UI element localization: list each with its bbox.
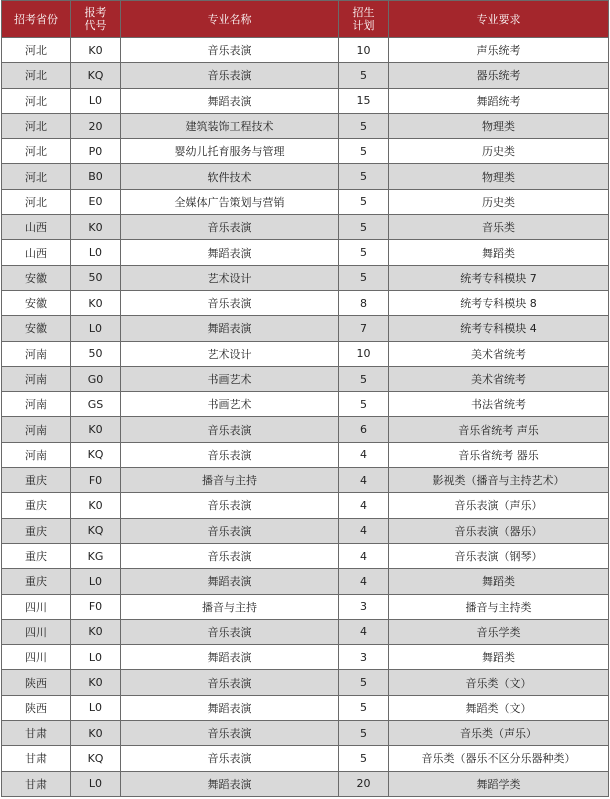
- cell-code: P0: [71, 139, 121, 164]
- cell-major-name: 书画艺术: [121, 366, 339, 391]
- cell-major-name: 音乐表演: [121, 417, 339, 442]
- cell-province: 河北: [2, 139, 71, 164]
- cell-plan: 5: [339, 164, 389, 189]
- table-row: [2, 113, 609, 138]
- cell-requirement: 统考专科模块 4: [389, 316, 609, 341]
- cell-major-name: 书画艺术: [121, 392, 339, 417]
- cell-plan: 7: [339, 316, 389, 341]
- cell-code: L0: [71, 240, 121, 265]
- table-row: [2, 392, 609, 417]
- header-major-name-line: 专业名称: [207, 12, 252, 26]
- cell-province: 河南: [2, 442, 71, 467]
- cell-province: 甘肃: [2, 721, 71, 746]
- cell-requirement: 美术省统考: [389, 341, 609, 366]
- cell-plan: 5: [339, 113, 389, 138]
- cell-province: 重庆: [2, 543, 71, 568]
- cell-requirement: 舞蹈类: [389, 645, 609, 670]
- cell-major-name: 音乐表演: [121, 543, 339, 568]
- cell-province: 河北: [2, 88, 71, 113]
- cell-requirement: 音乐省统考 声乐: [389, 417, 609, 442]
- cell-requirement: 音乐类（器乐不区分乐器种类）: [389, 746, 609, 771]
- cell-plan: 4: [339, 493, 389, 518]
- header-province-line: 招考省份: [14, 12, 58, 26]
- cell-province: 河北: [2, 63, 71, 88]
- cell-province: 重庆: [2, 518, 71, 543]
- cell-plan: 3: [339, 594, 389, 619]
- cell-requirement: 音乐类: [389, 215, 609, 240]
- cell-code: KQ: [71, 63, 121, 88]
- cell-major-name: 婴幼儿托育服务与管理: [121, 139, 339, 164]
- cell-requirement: 播音与主持类: [389, 594, 609, 619]
- cell-major-name: 音乐表演: [121, 518, 339, 543]
- cell-major-name: 舞蹈表演: [121, 316, 339, 341]
- cell-province: 四川: [2, 619, 71, 644]
- table-row: [2, 290, 609, 315]
- table-row: [2, 341, 609, 366]
- table-row: [2, 619, 609, 644]
- cell-code: L0: [71, 316, 121, 341]
- cell-code: F0: [71, 468, 121, 493]
- cell-requirement: 历史类: [389, 139, 609, 164]
- cell-major-name: 音乐表演: [121, 442, 339, 467]
- cell-requirement: 音乐表演（器乐）: [389, 518, 609, 543]
- table-row: [2, 645, 609, 670]
- cell-requirement: 音乐表演（钢琴）: [389, 543, 609, 568]
- table-row: [2, 468, 609, 493]
- cell-code: B0: [71, 164, 121, 189]
- table-row: [2, 38, 609, 63]
- cell-requirement: 历史类: [389, 189, 609, 214]
- table-row: [2, 670, 609, 695]
- cell-plan: 20: [339, 771, 389, 796]
- table-row: [2, 316, 609, 341]
- cell-major-name: 全媒体广告策划与营销: [121, 189, 339, 214]
- cell-code: 50: [71, 265, 121, 290]
- cell-province: 河北: [2, 189, 71, 214]
- cell-province: 安徽: [2, 265, 71, 290]
- cell-province: 陕西: [2, 695, 71, 720]
- cell-province: 安徽: [2, 316, 71, 341]
- cell-province: 重庆: [2, 493, 71, 518]
- header-requirement-line: 专业要求: [476, 12, 521, 26]
- cell-major-name: 音乐表演: [121, 290, 339, 315]
- cell-plan: 5: [339, 746, 389, 771]
- cell-requirement: 美术省统考: [389, 366, 609, 391]
- cell-code: 50: [71, 341, 121, 366]
- cell-code: K0: [71, 38, 121, 63]
- cell-major-name: 播音与主持: [121, 594, 339, 619]
- cell-plan: 3: [339, 645, 389, 670]
- cell-requirement: 器乐统考: [389, 63, 609, 88]
- cell-major-name: 播音与主持: [121, 468, 339, 493]
- cell-major-name: 舞蹈表演: [121, 569, 339, 594]
- cell-code: K0: [71, 290, 121, 315]
- cell-code: K0: [71, 215, 121, 240]
- cell-plan: 5: [339, 366, 389, 391]
- header-plan-line-2: 计划: [352, 19, 375, 32]
- cell-province: 重庆: [2, 468, 71, 493]
- cell-code: 20: [71, 113, 121, 138]
- table-row: [2, 721, 609, 746]
- cell-requirement: 统考专科模块 7: [389, 265, 609, 290]
- table-row: [2, 695, 609, 720]
- cell-code: G0: [71, 366, 121, 391]
- cell-major-name: 舞蹈表演: [121, 695, 339, 720]
- cell-code: K0: [71, 619, 121, 644]
- table-row: [2, 442, 609, 467]
- cell-province: 四川: [2, 594, 71, 619]
- table-row: [2, 139, 609, 164]
- cell-plan: 5: [339, 695, 389, 720]
- cell-major-name: 软件技术: [121, 164, 339, 189]
- cell-province: 四川: [2, 645, 71, 670]
- table-row: [2, 189, 609, 214]
- cell-plan: 5: [339, 670, 389, 695]
- cell-code: KG: [71, 543, 121, 568]
- header-requirement: [389, 1, 609, 38]
- cell-requirement: 音乐类（文）: [389, 670, 609, 695]
- cell-plan: 4: [339, 442, 389, 467]
- cell-requirement: 舞蹈统考: [389, 88, 609, 113]
- enrollment-plan-table: [1, 0, 609, 797]
- cell-requirement: 物理类: [389, 113, 609, 138]
- header-major-name: [121, 1, 339, 38]
- cell-requirement: 音乐学类: [389, 619, 609, 644]
- header-code: [71, 1, 121, 38]
- cell-major-name: 舞蹈表演: [121, 240, 339, 265]
- cell-code: E0: [71, 189, 121, 214]
- table-row: [2, 569, 609, 594]
- cell-plan: 4: [339, 569, 389, 594]
- cell-requirement: 舞蹈学类: [389, 771, 609, 796]
- cell-major-name: 艺术设计: [121, 265, 339, 290]
- cell-major-name: 舞蹈表演: [121, 645, 339, 670]
- cell-province: 甘肃: [2, 746, 71, 771]
- cell-code: K0: [71, 670, 121, 695]
- cell-requirement: 音乐类（声乐）: [389, 721, 609, 746]
- cell-plan: 4: [339, 619, 389, 644]
- table-row: [2, 366, 609, 391]
- cell-code: L0: [71, 645, 121, 670]
- cell-plan: 6: [339, 417, 389, 442]
- header-row: [2, 1, 609, 38]
- cell-code: L0: [71, 771, 121, 796]
- cell-plan: 5: [339, 63, 389, 88]
- cell-province: 重庆: [2, 569, 71, 594]
- cell-requirement: 音乐表演（声乐）: [389, 493, 609, 518]
- cell-plan: 5: [339, 721, 389, 746]
- cell-plan: 5: [339, 215, 389, 240]
- cell-code: KQ: [71, 746, 121, 771]
- table-row: [2, 63, 609, 88]
- cell-code: L0: [71, 569, 121, 594]
- cell-requirement: 影视类（播音与主持艺术）: [389, 468, 609, 493]
- cell-major-name: 建筑装饰工程技术: [121, 113, 339, 138]
- table-body: [2, 38, 609, 797]
- table-row: [2, 746, 609, 771]
- header-plan: [339, 1, 389, 38]
- table-row: [2, 594, 609, 619]
- table-row: [2, 518, 609, 543]
- cell-plan: 10: [339, 341, 389, 366]
- cell-code: L0: [71, 695, 121, 720]
- cell-plan: 4: [339, 468, 389, 493]
- cell-province: 陕西: [2, 670, 71, 695]
- cell-major-name: 音乐表演: [121, 493, 339, 518]
- table-row: [2, 543, 609, 568]
- cell-province: 山西: [2, 215, 71, 240]
- cell-major-name: 音乐表演: [121, 215, 339, 240]
- cell-major-name: 音乐表演: [121, 63, 339, 88]
- cell-province: 河南: [2, 366, 71, 391]
- table-header: [2, 1, 609, 38]
- cell-major-name: 音乐表演: [121, 670, 339, 695]
- table-row: [2, 771, 609, 796]
- cell-province: 山西: [2, 240, 71, 265]
- cell-plan: 4: [339, 518, 389, 543]
- table-row: [2, 417, 609, 442]
- header-code-line-2: 代号: [84, 19, 107, 32]
- cell-province: 河北: [2, 113, 71, 138]
- cell-province: 河北: [2, 38, 71, 63]
- cell-code: K0: [71, 721, 121, 746]
- cell-province: 甘肃: [2, 771, 71, 796]
- cell-major-name: 艺术设计: [121, 341, 339, 366]
- table-row: [2, 215, 609, 240]
- header-code-line-1: 报考: [84, 6, 107, 19]
- cell-code: L0: [71, 88, 121, 113]
- cell-requirement: 舞蹈类: [389, 240, 609, 265]
- header-plan-line-1: 招生: [352, 6, 375, 19]
- cell-requirement: 书法省统考: [389, 392, 609, 417]
- cell-province: 河南: [2, 341, 71, 366]
- cell-requirement: 统考专科模块 8: [389, 290, 609, 315]
- cell-major-name: 舞蹈表演: [121, 771, 339, 796]
- cell-code: GS: [71, 392, 121, 417]
- cell-plan: 15: [339, 88, 389, 113]
- cell-plan: 10: [339, 38, 389, 63]
- cell-requirement: 音乐省统考 器乐: [389, 442, 609, 467]
- table-row: [2, 493, 609, 518]
- cell-code: KQ: [71, 518, 121, 543]
- cell-major-name: 音乐表演: [121, 721, 339, 746]
- cell-major-name: 音乐表演: [121, 746, 339, 771]
- cell-requirement: 舞蹈类: [389, 569, 609, 594]
- cell-plan: 5: [339, 240, 389, 265]
- header-province: [2, 1, 71, 38]
- cell-requirement: 声乐统考: [389, 38, 609, 63]
- table-row: [2, 88, 609, 113]
- cell-province: 安徽: [2, 290, 71, 315]
- cell-code: KQ: [71, 442, 121, 467]
- cell-code: K0: [71, 493, 121, 518]
- cell-code: F0: [71, 594, 121, 619]
- cell-plan: 5: [339, 265, 389, 290]
- cell-plan: 4: [339, 543, 389, 568]
- cell-requirement: 舞蹈类（文）: [389, 695, 609, 720]
- cell-province: 河南: [2, 392, 71, 417]
- cell-plan: 8: [339, 290, 389, 315]
- cell-plan: 5: [339, 392, 389, 417]
- table-row: [2, 240, 609, 265]
- cell-plan: 5: [339, 139, 389, 164]
- cell-code: K0: [71, 417, 121, 442]
- cell-major-name: 舞蹈表演: [121, 88, 339, 113]
- cell-province: 河南: [2, 417, 71, 442]
- cell-major-name: 音乐表演: [121, 38, 339, 63]
- cell-major-name: 音乐表演: [121, 619, 339, 644]
- cell-province: 河北: [2, 164, 71, 189]
- table-row: [2, 164, 609, 189]
- table-row: [2, 265, 609, 290]
- cell-requirement: 物理类: [389, 164, 609, 189]
- cell-plan: 5: [339, 189, 389, 214]
